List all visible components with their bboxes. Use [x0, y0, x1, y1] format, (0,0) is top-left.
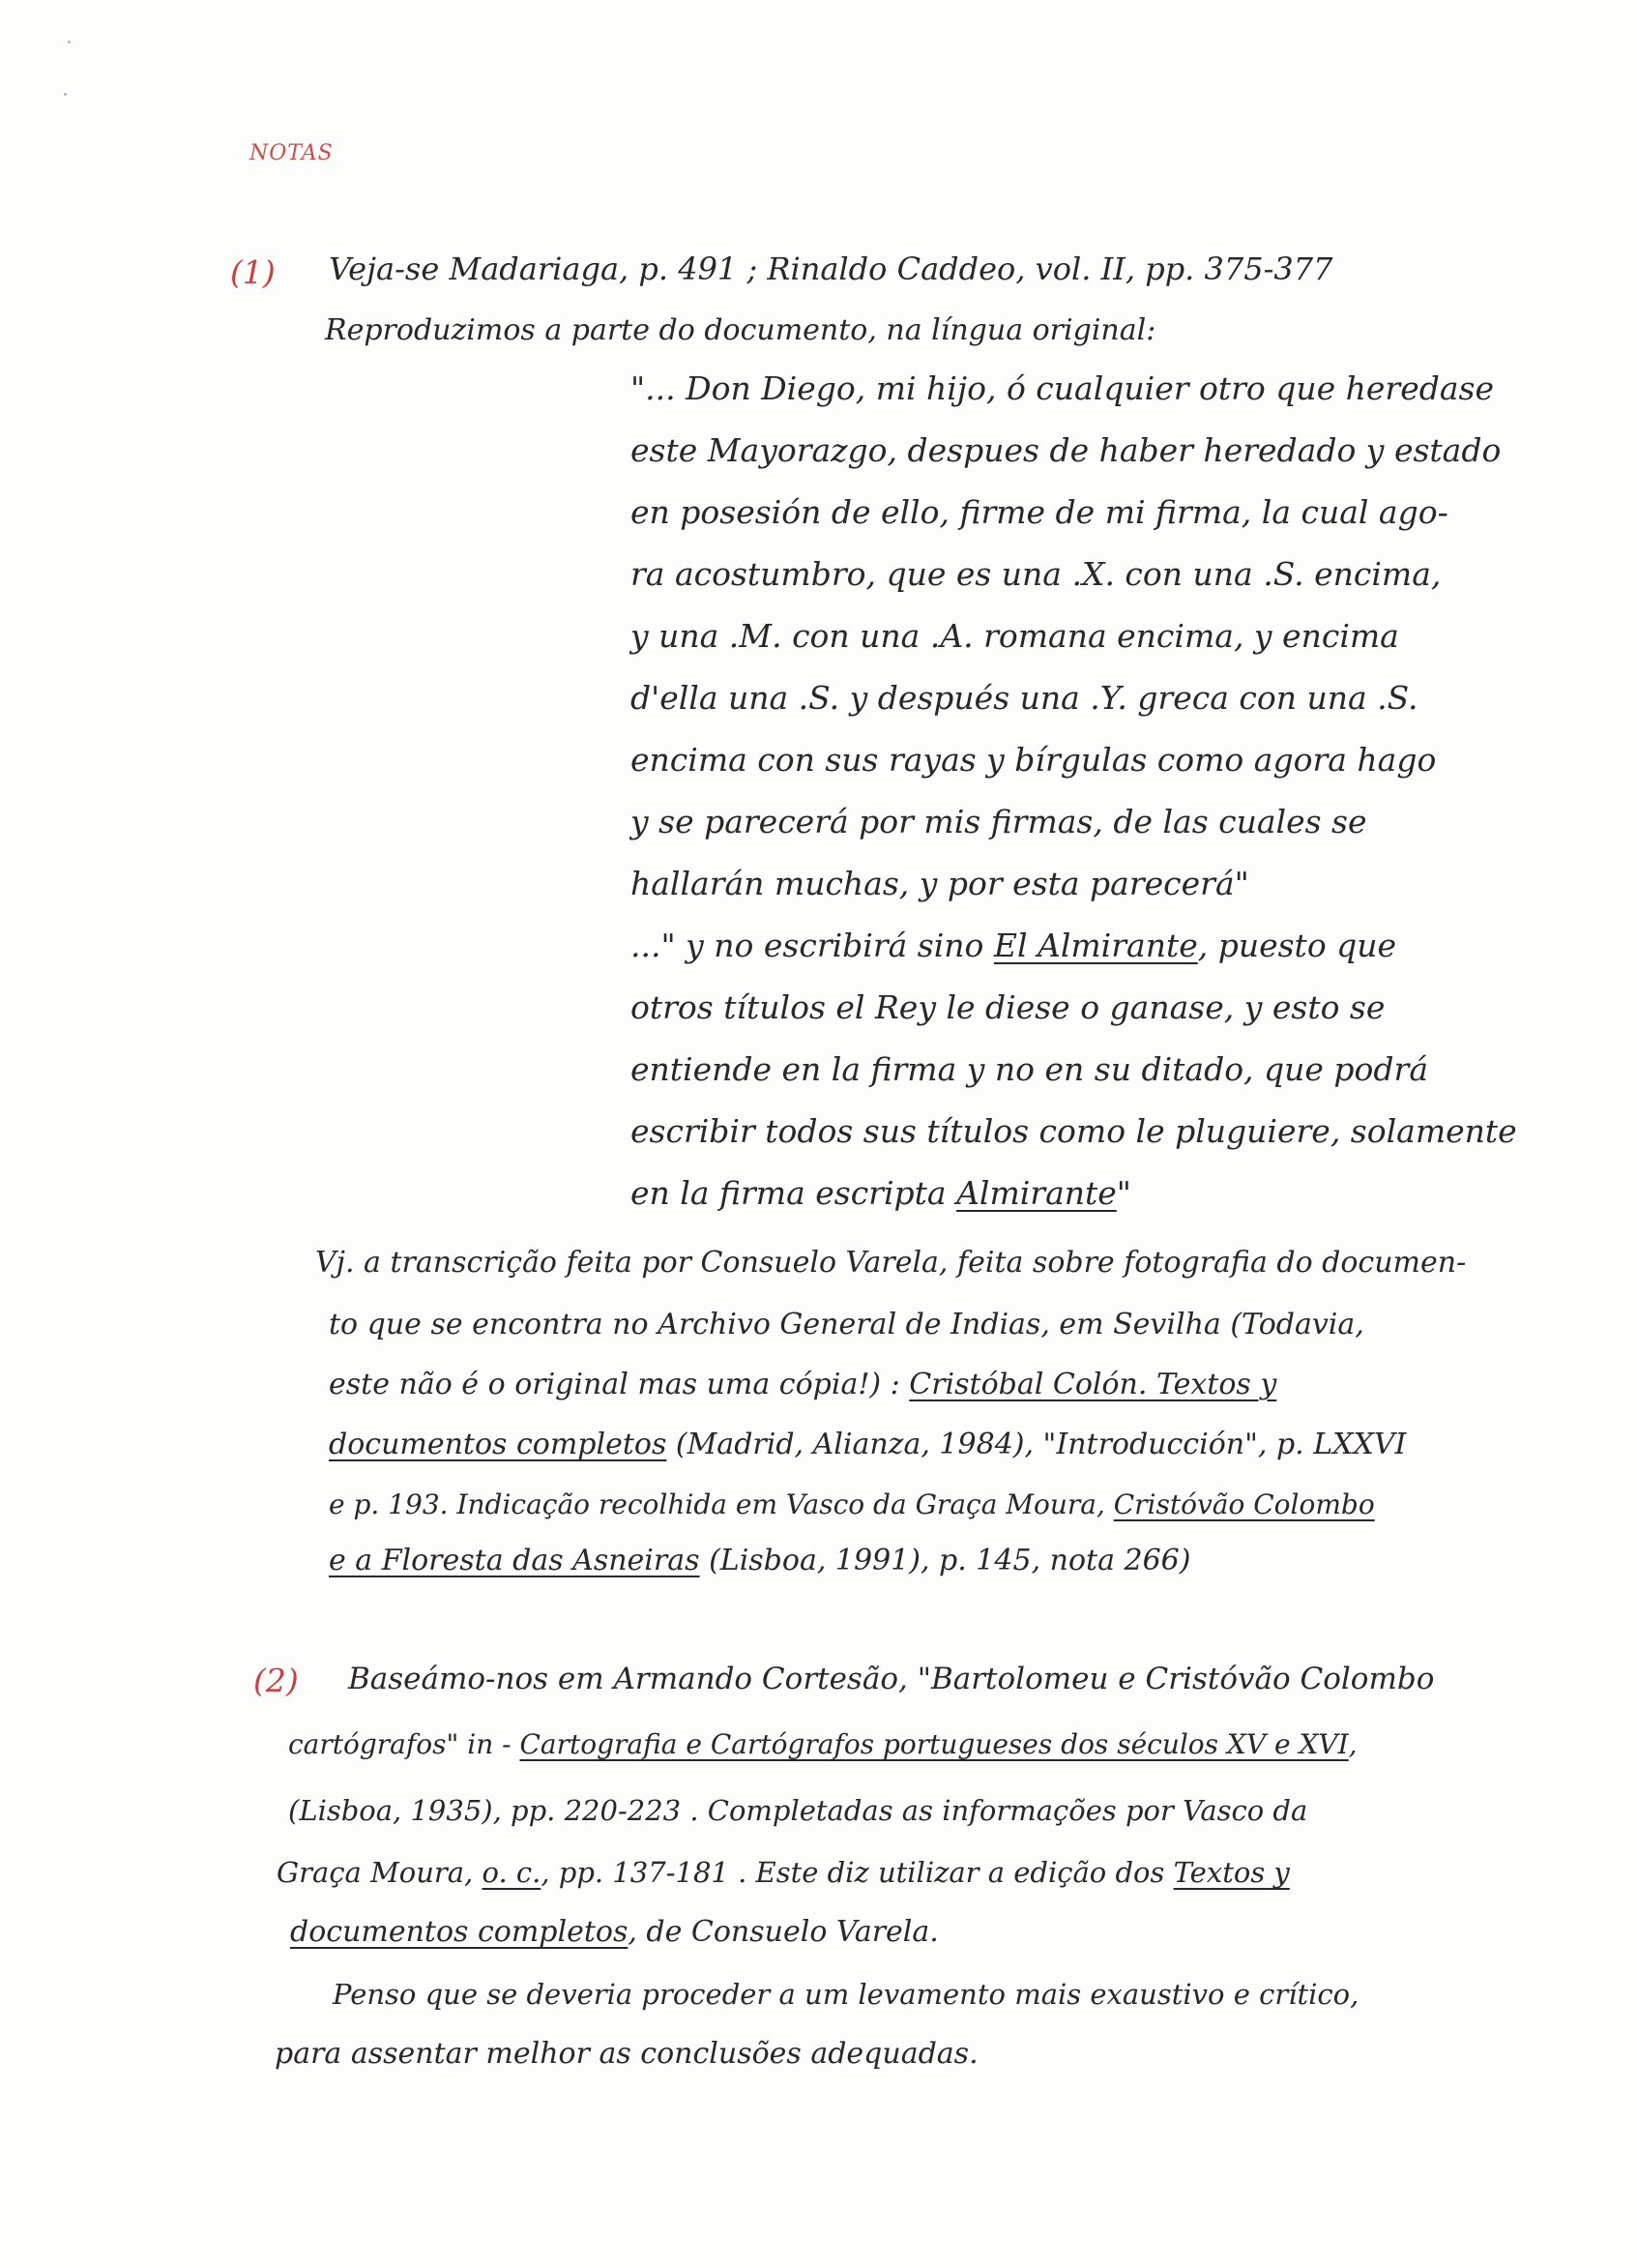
underlined-title: documentos completos: [290, 1915, 628, 1949]
underlined-title: Cristóvão Colombo: [1113, 1488, 1375, 1520]
quote-line: este Mayorazgo, despues de haber heredado y estado: [630, 431, 1502, 469]
reference-text: este não é o original mas uma cópia!) :: [329, 1368, 910, 1401]
paper-speck: [68, 41, 71, 44]
reference-text: e p. 193. Indicação recolhida em Vasco da Graça Moura,: [329, 1488, 1114, 1520]
quote-line: encima con sus rayas y bírgulas como agora hago: [630, 741, 1437, 779]
quote-line: otros títulos el Rey le diese o ganase, y esto se: [630, 988, 1386, 1026]
quote-line: en posesión de ello, firme de mi firma, la cual ago-: [630, 493, 1448, 531]
quote-line: [630, 1174, 1131, 1213]
note-2-line: [288, 1725, 1358, 1764]
reference-text: (Madrid, Alianza, 1984), "Introducción", p. LXXVI: [666, 1428, 1407, 1461]
quote-line: entiende en la firma y no en su ditado, que podrá: [630, 1050, 1428, 1088]
reference-text: (Lisboa, 1991), p. 145, nota 266): [699, 1544, 1191, 1577]
reference-line: Vj. a transcrição feita por Consuelo Varela, feita sobre fotografia do documen-: [315, 1246, 1467, 1280]
underlined-title: Textos y: [1173, 1856, 1290, 1889]
note-text: , pp. 137-181 . Este diz utilizar a edição dos: [541, 1856, 1174, 1889]
quote-line: ra acostumbro, que es una .X. con una .S. encima,: [630, 555, 1442, 593]
underlined-title: Almirante: [956, 1174, 1117, 1212]
note-2-number: (2): [253, 1662, 299, 1699]
reference-line: [329, 1486, 1375, 1524]
underlined-title: documentos completos: [329, 1428, 667, 1461]
reference-line: [329, 1542, 1190, 1580]
reference-line: [329, 1426, 1406, 1464]
note-2-line: [290, 1913, 939, 1952]
note-text: cartógrafos" in -: [288, 1728, 520, 1760]
quote-text: en la firma escripta: [630, 1174, 957, 1212]
note-1-line: Reproduzimos a parte do documento, na língua original:: [325, 313, 1156, 347]
note-2-line: [277, 1853, 1290, 1892]
underlined-title: e a Floresta das Asneiras: [329, 1544, 700, 1577]
note-2-line: Penso que se deveria proceder a um levamento mais exaustivo e crítico,: [333, 1978, 1359, 2011]
underlined-ref: o. c.: [482, 1856, 541, 1889]
reference-line: [329, 1366, 1276, 1404]
note-2-line: Baseámo-nos em Armando Cortesão, "Bartolomeu e Cristóvão Colombo: [348, 1662, 1435, 1696]
underlined-title: El Almirante: [993, 927, 1198, 964]
quote-line: y una .M. con una .A. romana encima, y encima: [630, 617, 1399, 655]
note-text: ,: [1348, 1728, 1358, 1760]
note-text: , de Consuelo Varela.: [628, 1915, 939, 1949]
quote-text: ..." y no escribirá sino: [630, 927, 994, 964]
quote-line: "... Don Diego, mi hijo, ó cualquier otro que heredase: [630, 369, 1494, 407]
note-1-number: (1): [230, 253, 276, 291]
quote-line: [630, 927, 1396, 965]
quote-line: y se parecerá por mis firmas, de las cuales se: [630, 803, 1367, 840]
note-text: Graça Moura,: [277, 1856, 482, 1889]
quote-text: ": [1116, 1174, 1131, 1212]
underlined-title: Cristóbal Colón. Textos y: [909, 1368, 1277, 1401]
reference-line: to que se encontra no Archivo General de Indias, em Sevilha (Todavia,: [329, 1308, 1364, 1341]
quote-line: d'ella una .S. y después una .Y. greca con una .S.: [630, 679, 1418, 717]
note-1-line: Veja-se Madariaga, p. 491 ; Rinaldo Caddeo, vol. II, pp. 375-377: [329, 250, 1333, 287]
paper-speck: [64, 93, 67, 96]
note-2-line: (Lisboa, 1935), pp. 220-223 . Completadas as informações por Vasco da: [288, 1794, 1308, 1827]
quote-line: escribir todos sus títulos como le pluguiere, solamente: [630, 1112, 1517, 1150]
notes-heading: NOTAS: [249, 141, 334, 165]
quote-line: hallarán muchas, y por esta parecerá": [630, 865, 1249, 902]
note-2-line: para assentar melhor as conclusões adequadas.: [275, 2037, 979, 2071]
quote-text: , puesto que: [1197, 927, 1397, 964]
underlined-title: Cartografia e Cartógrafos portugueses dos séculos XV e XVI: [519, 1728, 1349, 1760]
